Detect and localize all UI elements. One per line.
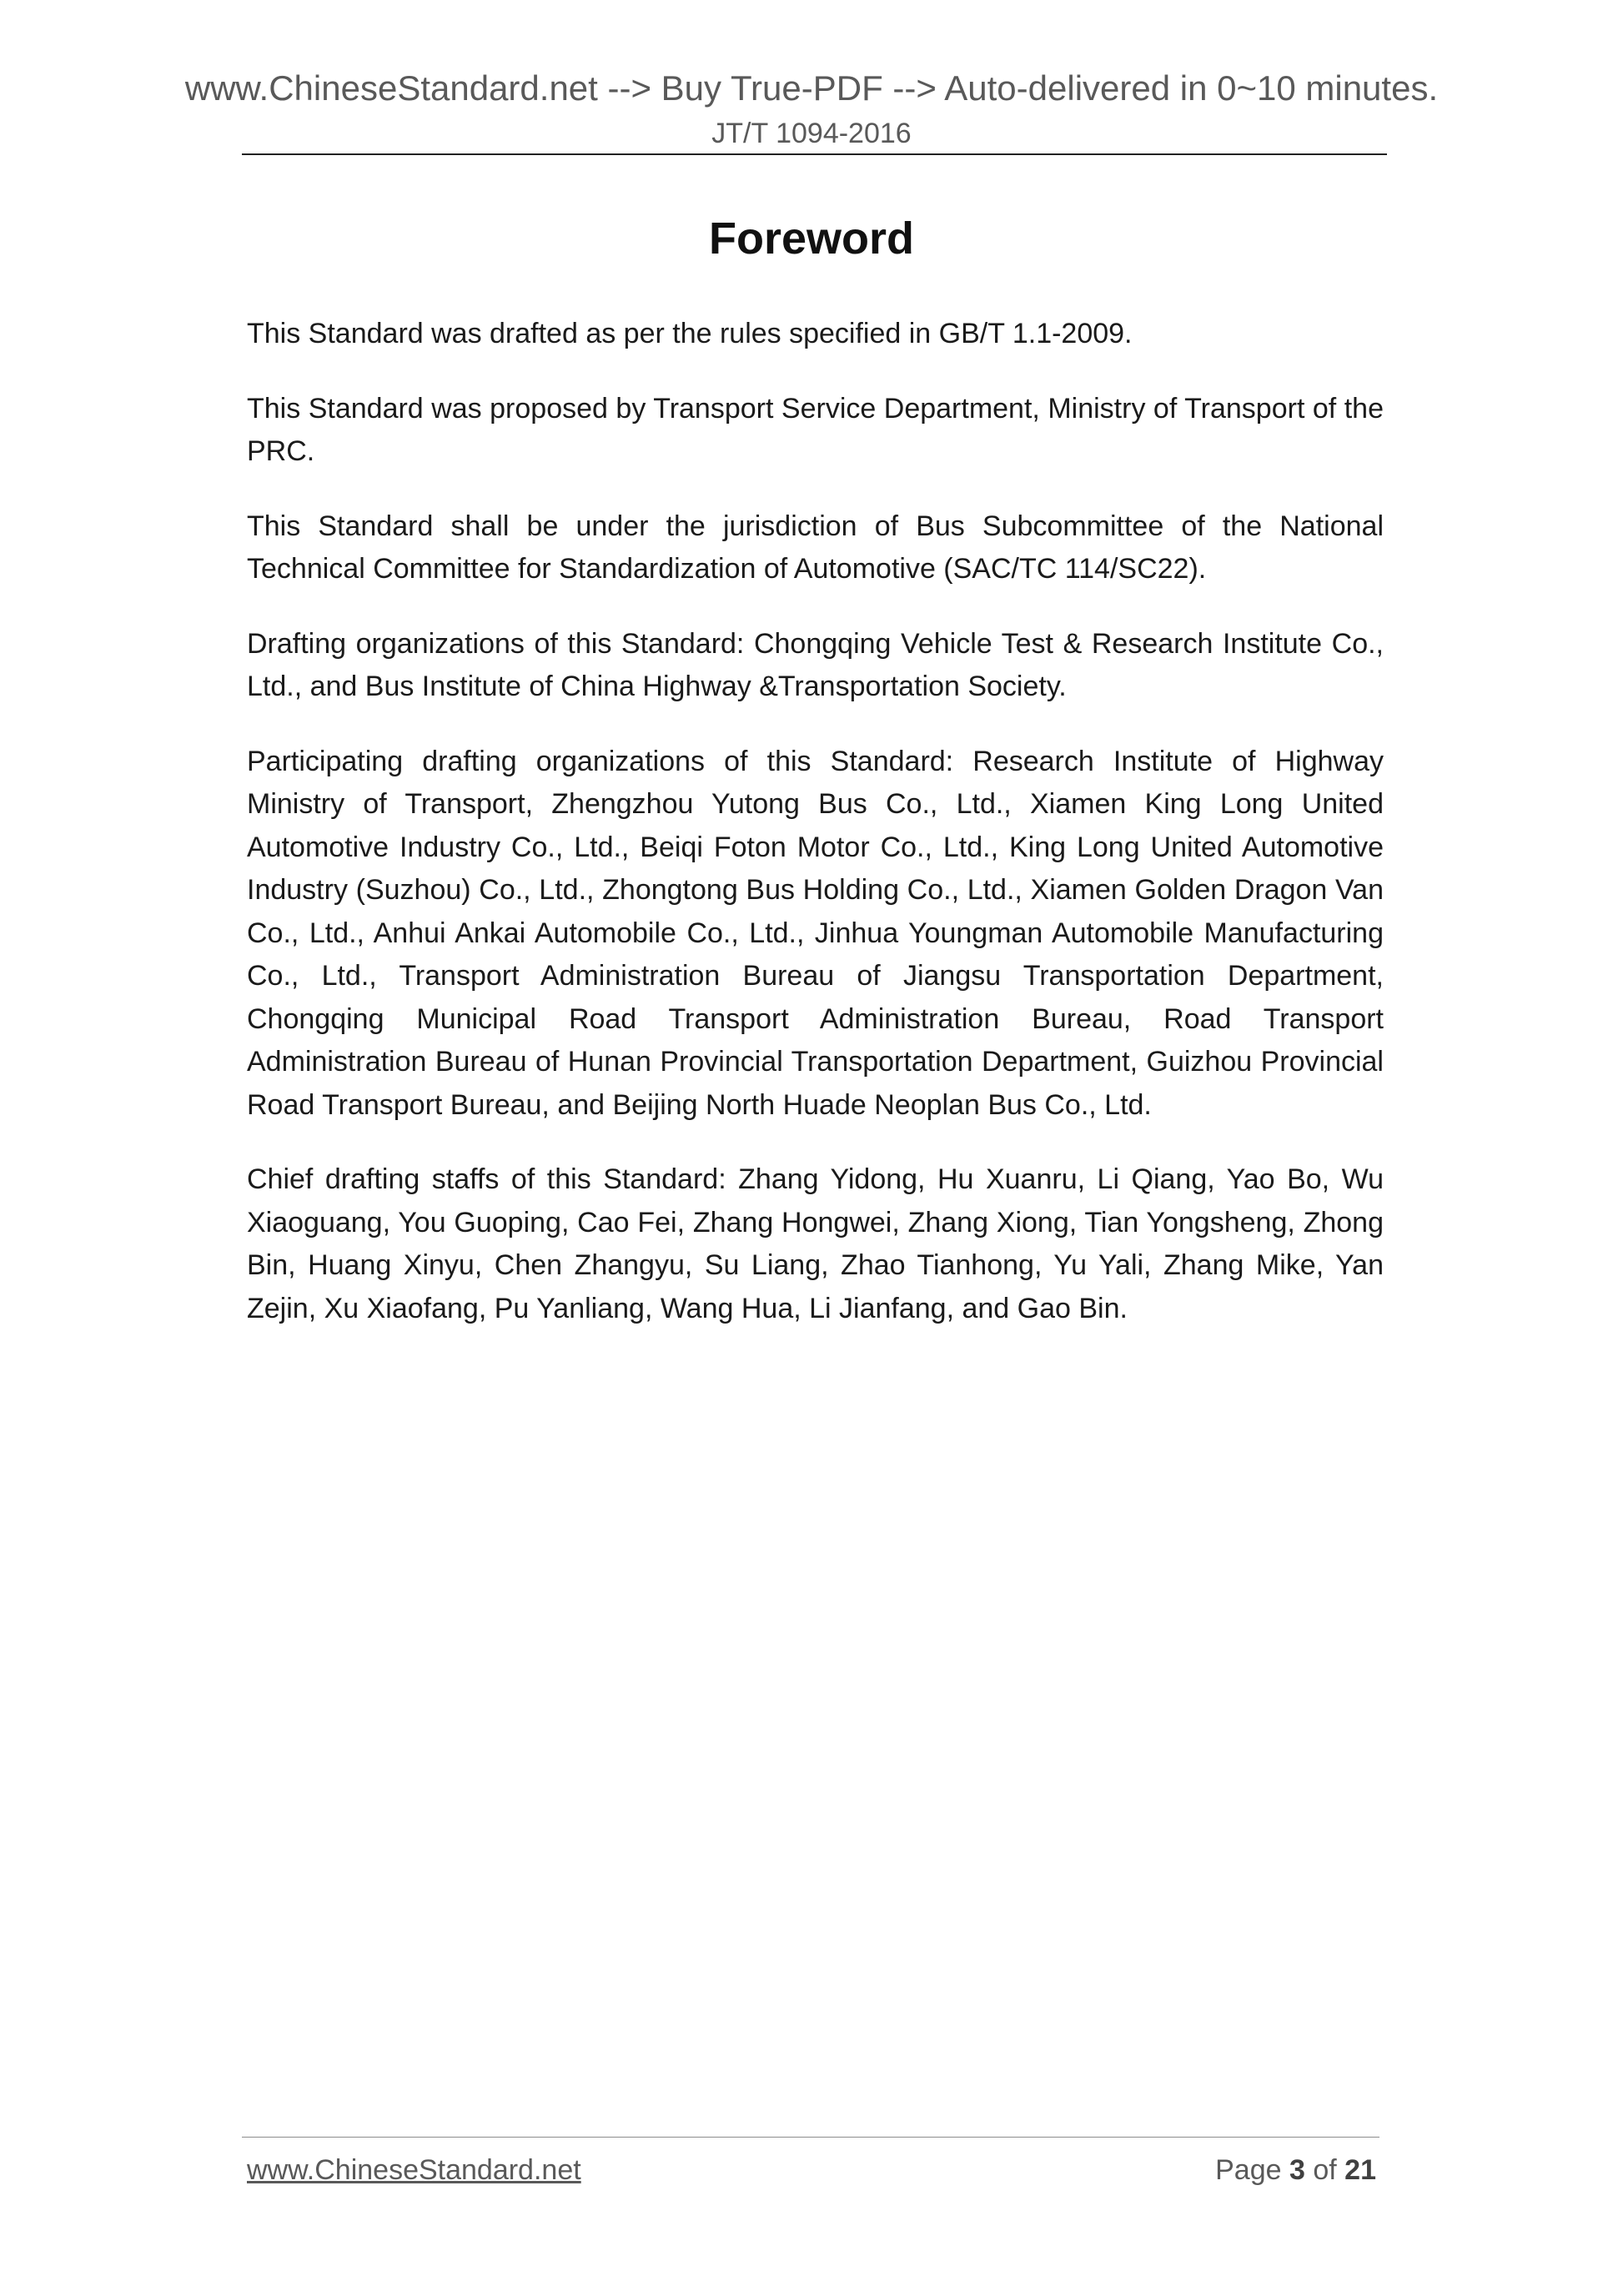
header-divider xyxy=(242,153,1387,155)
footer-website-link[interactable]: www.ChineseStandard.net xyxy=(247,2154,581,2186)
paragraph-drafting-rules: This Standard was drafted as per the rules specified in GB/T 1.1-2009. xyxy=(247,318,1133,349)
page-number xyxy=(1093,2154,1376,2187)
page-total: 21 xyxy=(1344,2154,1376,2186)
foreword-body xyxy=(247,313,1384,1362)
page-title: Foreword xyxy=(708,214,914,264)
page-label: Page xyxy=(1215,2154,1282,2186)
header-banner: www.ChineseStandard.net --> Buy True-PDF --> Auto-delivered in 0~10 minutes. xyxy=(184,68,1439,108)
paragraph-jurisdiction: This Standard shall be under the jurisdiction of Bus Subcommittee of the National Technical Committee for Standardization of Automotive (SAC/TC 114/SC22). xyxy=(247,510,1384,585)
paragraph-chief-drafting-staffs: Chief drafting staffs of this Standard: Zhang Yidong, Hu Xuanru, Li Qiang, Yao Bo, Wu Xiaoguang, You Guoping, Cao Fei, Zhang Hongwei, Zhang Xiong, Tian Yongsheng, Zhong Bin, Huang Xinyu, Chen Zhangyu, Su Liang, Zhao Tianhong, Yu Yali, Zhang Mike, Yan Zejin, Xu Xiaofang, Pu Yanliang, Wang Hua, Li Jianfang, and Gao Bin. xyxy=(247,1163,1384,1324)
document-id: JT/T 1094-2016 xyxy=(711,118,912,149)
footer-divider xyxy=(242,2137,1379,2138)
paragraph-proposed-by: This Standard was proposed by Transport Service Department, Ministry of Transport of the PRC. xyxy=(247,392,1384,467)
paragraph-drafting-organizations: Drafting organizations of this Standard: Chongqing Vehicle Test & Research Institute Co., Ltd., and Bus Institute of China Highway &Transportation Society. xyxy=(247,627,1384,702)
page-of: of xyxy=(1313,2154,1337,2186)
paragraph-participating-organizations: Participating drafting organizations of this Standard: Research Institute of Highway Ministry of Transport, Zhengzhou Yutong Bus Co., Ltd., Xiamen King Long United Automotive Industry Co., Ltd., Beiqi Foton Motor Co., Ltd., King Long United Automotive Industry (Suzhou) Co., Ltd., Zhongtong Bus Holding Co., Ltd., Xiamen Golden Dragon Van Co., Ltd., Anhui Ankai Automobile Co., Ltd., Jinhua Youngman Automobile Manufacturing Co., Ltd., Transport Administration Bureau of Jiangsu Transportation Department, Chongqing Municipal Road Transport Administration Bureau, Road Transport Administration Bureau of Hunan Provincial Transportation Department, Guizhou Provincial Road Transport Bureau, and Beijing North Huade Neoplan Bus Co., Ltd. xyxy=(247,745,1384,1121)
page-current: 3 xyxy=(1289,2154,1305,2186)
